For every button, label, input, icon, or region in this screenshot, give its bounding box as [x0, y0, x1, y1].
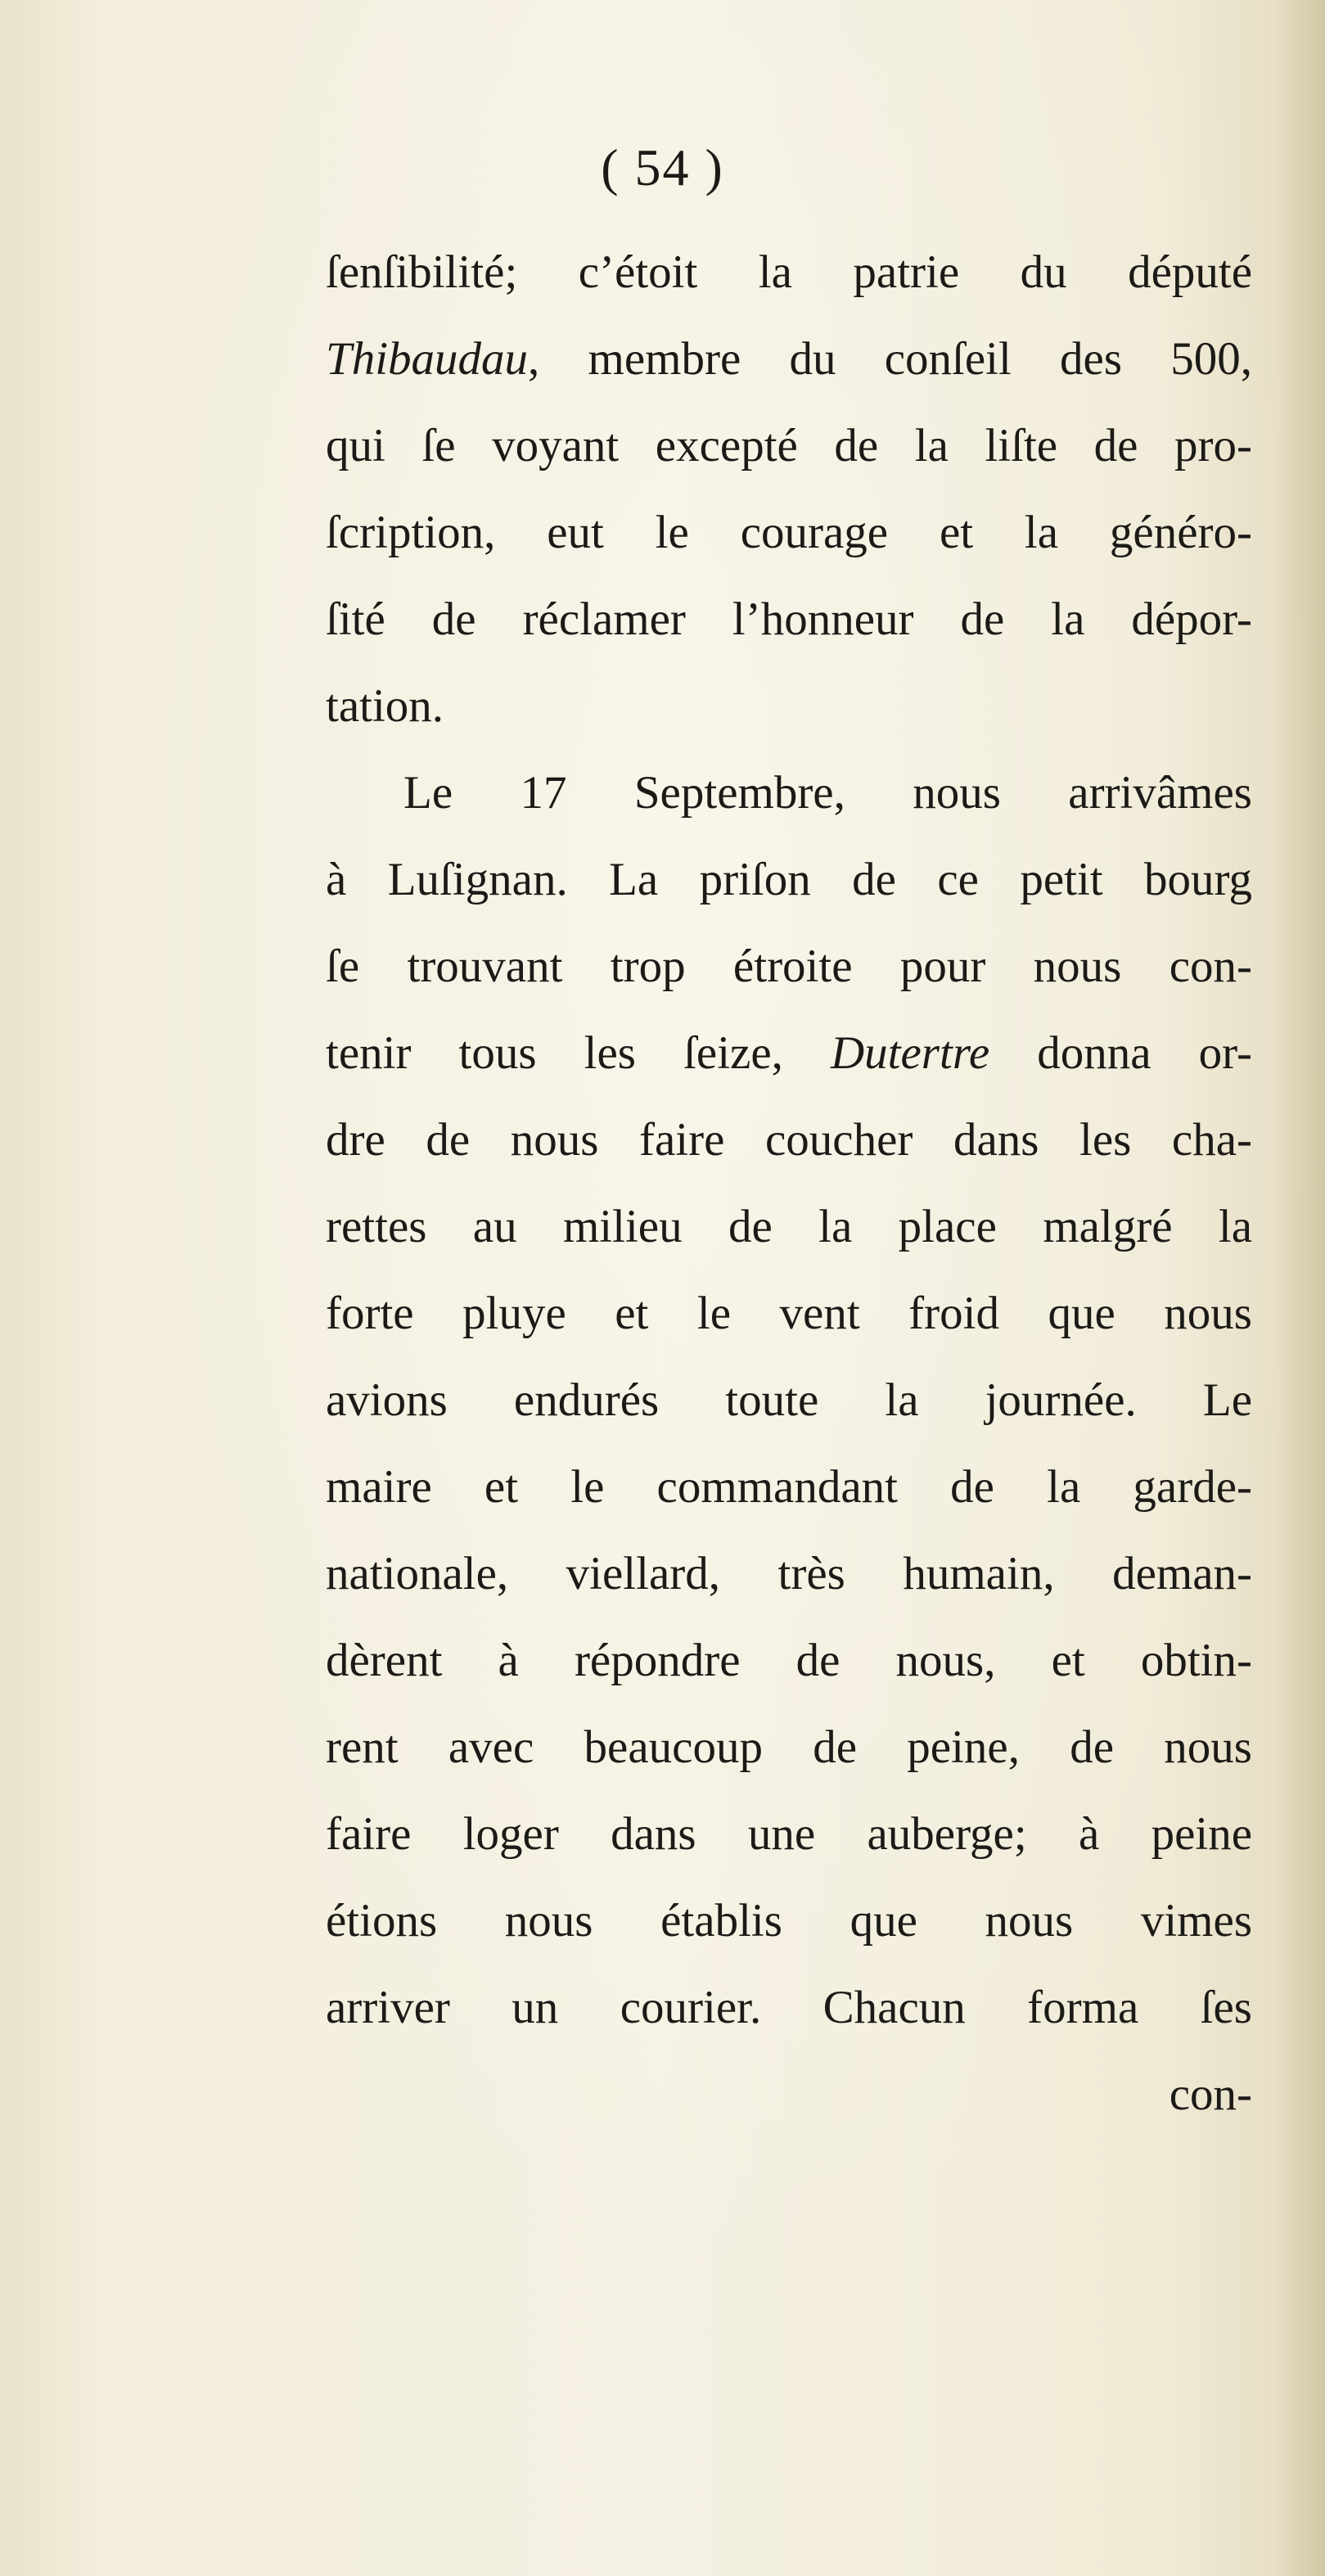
text-line: dèrent à répondre de nous, et obtin-	[326, 1635, 1252, 1686]
text-line: rent avec beaucoup de peine, de nous	[326, 1721, 1252, 1773]
text-line: arriver un courier. Chacun forma ſes	[326, 1982, 1252, 2033]
text-line: ſité de réclamer l’honneur de la dépor-	[326, 593, 1252, 645]
text-line: dre de nous faire coucher dans les cha-	[326, 1114, 1252, 1166]
text-line: rettes au milieu de la place malgré la	[326, 1201, 1252, 1252]
text-line: Le 17 Septembre, nous arrivâmes	[403, 767, 1252, 819]
body-text	[326, 229, 1252, 2138]
text-line: tation.	[326, 680, 444, 732]
text-line: qui ſe voyant excepté de la liſte de pro-	[326, 420, 1252, 471]
text-line: à Luſignan. La priſon de ce petit bourg	[326, 854, 1252, 905]
text-line: avions endurés toute la journée. Le	[326, 1374, 1252, 1426]
text-line: étions nous établis que nous vimes	[326, 1895, 1252, 1947]
catchword: con-	[1169, 2068, 1252, 2120]
text-line: nationale, viellard, très humain, deman-	[326, 1548, 1252, 1599]
text-line: Thibaudau, membre du conſeil des 500,	[326, 333, 1252, 385]
text-line: faire loger dans une auberge; à peine	[326, 1808, 1252, 1860]
text-line: ſe trouvant trop étroite pour nous con-	[326, 941, 1252, 992]
text-line: ſcription, eut le courage et la généro-	[326, 507, 1252, 558]
italic-name: Thibaudau	[326, 333, 529, 385]
page-edge-shadow	[1276, 0, 1325, 2576]
text-line: ſenſibilité; c’étoit la patrie du député	[326, 246, 1252, 298]
text-line: forte pluye et le vent froid que nous	[326, 1288, 1252, 1339]
italic-name: Dutertre	[831, 1027, 990, 1079]
text-line: tenir tous les ſeize, Dutertre donna or-	[326, 1027, 1252, 1079]
page-number: ( 54 )	[601, 138, 724, 196]
text-line: maire et le commandant de la garde-	[326, 1461, 1252, 1513]
